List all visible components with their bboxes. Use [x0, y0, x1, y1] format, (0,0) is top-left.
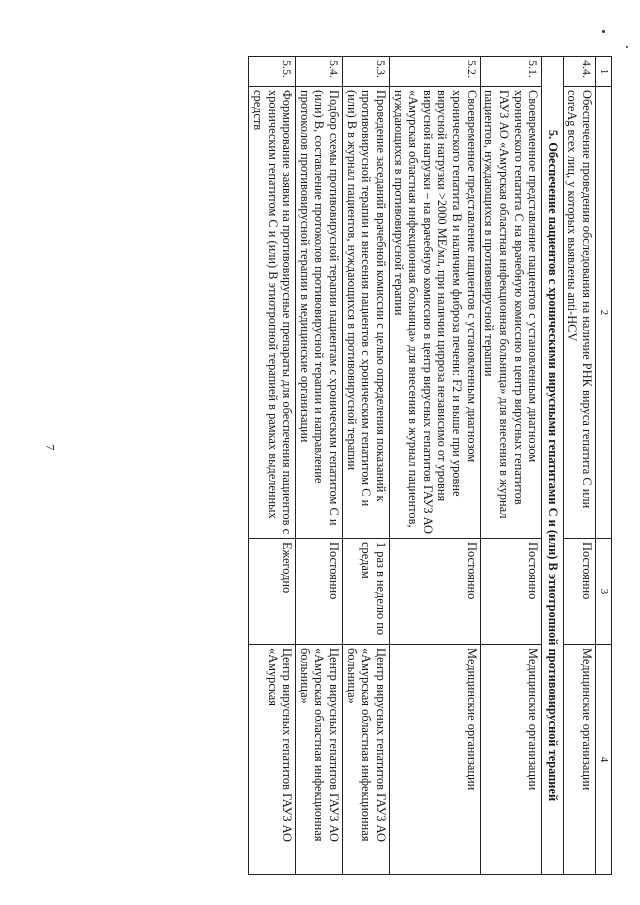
scan-speck	[626, 46, 628, 48]
header-col-3: 3	[596, 539, 612, 645]
row-measure: Своевременное представление пациентов с установленным диагнозом хронического гепатита С на врачебную комиссию в центр вирусных гепатитов ГАУЗ АО «Амурская областная инфекционная больница» для внесения в журнал пациентов, нуждающихся в противовирусной терапии	[480, 87, 542, 539]
row-number: 5.5.	[249, 57, 296, 87]
table-row	[343, 57, 390, 875]
rotated-table-container	[92, 56, 612, 874]
section-title: 5. Обеспечение пациентов с хроническими вирусными гепатитами С и (или) В этиотропной противовирусной терапией	[542, 57, 564, 875]
page-number: 7	[43, 444, 58, 451]
table-row	[249, 57, 296, 875]
row-measure: Формирование заявки на противовирусные препараты для обеспечения пациентов с хроническим гепатитом С и (или) В этиотропной терапией в рамках выделенных средств	[249, 87, 296, 539]
row-number: 4.4.	[563, 57, 595, 87]
table-row	[563, 57, 595, 875]
section-row	[542, 57, 564, 875]
row-number: 5.2.	[389, 57, 480, 87]
row-executor: Центр вирусных гепатитов ГАУЗ АО «Амурская областная инфекционная больница»	[343, 645, 390, 875]
row-measure: Своевременное представление пациентов с установленным диагнозом хронического гепатита В и наличием фиброза печени: F2 и выше при уровне вирусной нагрузки >2000 МЕ/мл, при наличии цирроза независимо от уровня вирусной нагрузки – на врачебную комиссию в центр вирусных гепатитов ГАУЗ АО «Амурская областная инфекционная больница» для внесения в журнал пациентов, нуждающихся в противовирусной терапии	[389, 87, 480, 539]
row-period: Постоянно	[563, 539, 595, 645]
header-col-2: 2	[596, 87, 612, 539]
table-row	[296, 57, 343, 875]
rotated-page-area	[92, 56, 612, 874]
row-measure: Обеспечение проведения обследования на наличие РНК вируса гепатита С или coreAg всех лиц, у которых выявлены anti-HCV	[563, 87, 595, 539]
row-number: 5.1.	[480, 57, 542, 87]
row-period: Постоянно	[480, 539, 542, 645]
scan-speck	[602, 30, 605, 33]
row-measure: Проведение заседаний врачебной комиссии с целью определения показаний к противовирусной терапии и внесения пациентов с хроническим гепатитом С и (или) В в журнал пациентов, нуждающихся в противовирусной терапии	[343, 87, 390, 539]
row-measure: Подбор схемы противовирусной терапии пациентам с хроническим гепатитом С и (или) В, составление протоколов противовирусной терапии и направление протоколов противовирусной терапии в медицинские организации	[296, 87, 343, 539]
row-executor: Медицинские организации	[389, 645, 480, 875]
row-period: Постоянно	[389, 539, 480, 645]
row-executor: Центр вирусных гепатитов ГАУЗ АО «Амурская областная инфекционная больница»	[296, 645, 343, 875]
header-col-1: 1	[596, 57, 612, 87]
table-row	[480, 57, 542, 875]
row-period: Ежегодно	[249, 539, 296, 645]
row-period: Постоянно	[296, 539, 343, 645]
row-number: 5.4.	[296, 57, 343, 87]
row-executor: Медицинские организации	[563, 645, 595, 875]
row-period: 1 раз в неделю по средам	[343, 539, 390, 645]
row-executor: Медицинские организации	[480, 645, 542, 875]
header-col-4: 4	[596, 645, 612, 875]
row-executor: Центр вирусных гепатитов ГАУЗ АО «Амурская	[249, 645, 296, 875]
row-number: 5.3.	[343, 57, 390, 87]
table-row	[389, 57, 480, 875]
measures-table	[248, 56, 612, 875]
table-header-row	[596, 57, 612, 875]
